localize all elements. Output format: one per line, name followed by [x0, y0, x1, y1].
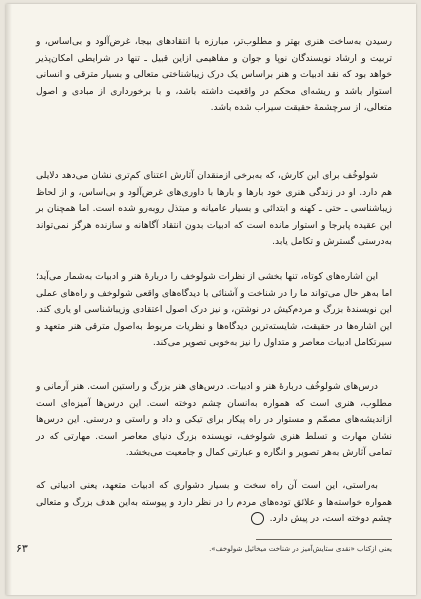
paragraph-2: [36, 168, 392, 251]
paragraph-4-text: درس‌های شولوخُف دربارهٔ هنر و ادبیات. درس‌های هنر بزرگ و راستین است. هنر آرمانی و مطلوب، هنری است که همواره به‌انسان چشم دوخته است. این درس‌ها آمیزه‌ای است ازاندیشه‌های مصمّم و مستوار در راه پیکار برای تیکی و داد و راستی و درستی. این درس‌ها نشان مهارت و تسلط هنری شولوخف، نویسنده بزرگ دنیای معاصر است. مهارتی که در تمامی آثارش به‌هر تصویر و انگاره و عبارتی کمال و جامعیت می‌بخشد.: [36, 381, 392, 459]
paragraph-1: [36, 34, 392, 117]
paragraph-5-text: به‌راستی، این است آن راه سخت و بسیار دشواری که ادبیات متعهد، یعنی ادبیاتی که همواره خواسته‌ها و علائق توده‌های مردم را در نظر دارد و پیوسته به‌این هدف بزرگ و متعالی چشم دوخته است، در پیش دارد.: [36, 480, 392, 525]
paragraph-4: [36, 379, 392, 462]
paragraph-5: [36, 478, 392, 528]
footnote: یعنی ازکتاب «نقدی ستایش‌آمیز در شناخت میخائیل شولوخف».: [209, 545, 392, 553]
page-number: ۶۳: [16, 542, 28, 555]
paragraph-1-text: رسیدن به‌ساخت هنری بهتر و مطلوب‌تر، مبارزه با انتقادهای بیجا، غرض‌آلود و بی‌اساس، و تربیت و ارشاد نویسندگان نوپا و جوان و مفاهیمی ازاین قبیل ـ تنها در شرایطی امکان‌پذیر خواهد بود که نقد ادبیات و هنر براساس یک درک زیباشناختی متعالی و بسیار مترقی و انسانی استوار باشد و ریشه‌ای محکم در واقعیت داشته باشد، و با برخورداری از مبادی و اصول متعالی، از سرچشمهٔ حقیقت سیراب شده باشد.: [36, 36, 392, 114]
footnote-divider: [256, 539, 392, 540]
paragraph-3: [36, 269, 392, 352]
paragraph-3-text: این اشاره‌های کوتاه، تنها بخشی از نظرات شولوخف را دربارهٔ هنر و ادبیات به‌شمار می‌آید؛ اما به‌هر حال می‌تواند ما را در شناخت و آشنائی با دیدگاه‌های واقعی شولوخف و راه‌های عملی این نویسندهٔ بزرگ و مردم‌کیش در نوشتن، و نیز درک اصول اعتقادی وزیباشناسی او یاری کند. این اشاره‌ها در حقیقت، شایسته‌ترین دیدگاه‌ها و نظریات مربوط به‌اصول مترقی هنر متعهد و سیرتکامل ادبیات معاصر و متداول را نیز به‌خوبی تصویر می‌کند.: [36, 271, 392, 349]
circle-marker-icon: [251, 512, 264, 525]
paragraph-2-text: شولوخُف برای این کارش، که به‌برخی ازمنقدان آثارش اعتنای کم‌تری نشان می‌دهد دلایلی هم دارد. او در زندگی هنری خود بارها و بارها با داوری‌های غرض‌آلود و بی‌اساس، و از لحاظ زیباشناسی ـ حتی ـ کهنه و ابتدائی و بسیار عامیانه و مبتذل روبه‌رو شده است. اما همچنان بر این عقیده پابرجا و استوار مانده است که ادبیات بدون انتقاد آگاهانه و سازنده هرگز نمی‌تواند به‌درستی گسترش و تکامل یابد.: [36, 170, 392, 248]
paragraph-5-block: [36, 478, 392, 528]
book-page: [6, 4, 416, 595]
